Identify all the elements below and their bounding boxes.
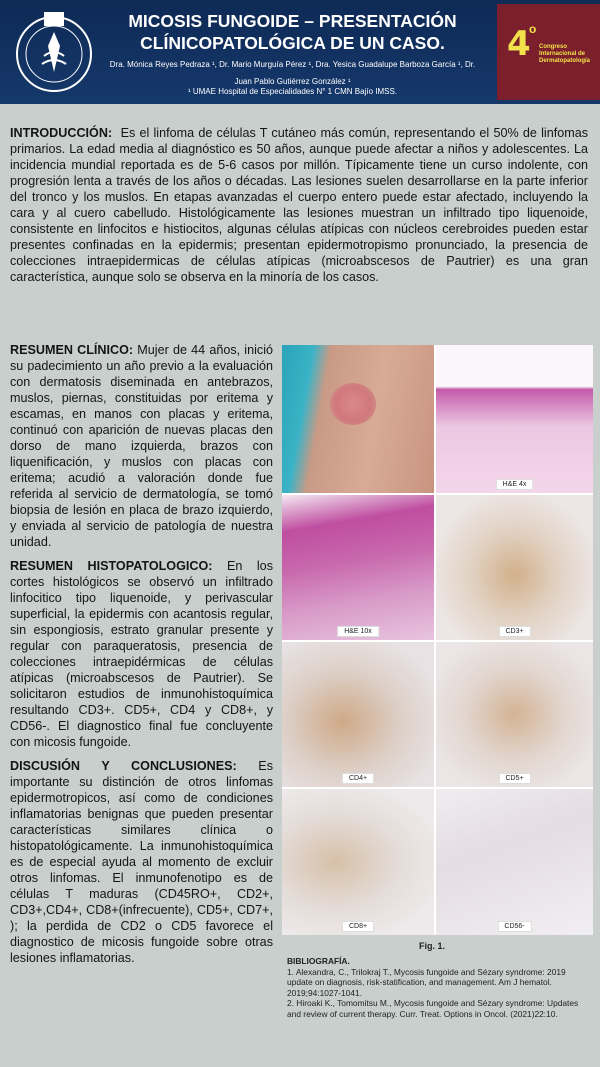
clinical-photo — [282, 345, 434, 493]
poster-title-line2: CLÍNICOPATOLÓGICA DE UN CASO. — [140, 33, 445, 53]
caption-cd4: CD4+ — [342, 773, 374, 784]
bibliography-section — [287, 956, 592, 1019]
intro-text: Es el linfoma de células T cutáneo más común, representando el 50% de linfomas primarios. La edad media al diagnóstico es 50 años, aunque puede afectar a niños y adolescentes. La incidencia mundial reportada es de 5-6 casos por millón. Típicamente tiene un curso indolente, con progresión lenta a través de los años o décadas. Las lesiones suelen desarrollarse en la parte inferior del tronco y los muslos. En etapas avanzadas el cuerpo entero puede estar afectado, incluyendo la cara y al cuero cabelludo. Histológicamente las lesiones muestran un infiltrado tipo liquenoide, consistente en linfocitos e histiocitos, algunas células atípicas con núcleos cerebroides pueden estar presentes confinadas en la epidermis; presentan epidermotropismo pronunciado, la presencia de colecciones intraepidermicas de células atípicas (microabscesos de Pautrier) es una gran característica, aunque solo se observa en la minoría de los casos. — [10, 126, 588, 284]
caption-he-4x: H&E 4x — [496, 479, 534, 490]
resumen-heading: RESUMEN CLÍNICO: — [10, 343, 134, 357]
figure-label: Fig. 1. — [419, 941, 446, 951]
congress-number-sup: o — [529, 22, 537, 36]
he-4x-image — [436, 345, 593, 493]
cd8-image — [282, 789, 434, 935]
caption-cd5: CD5+ — [498, 773, 530, 784]
left-column — [10, 342, 273, 974]
affiliation: ¹ UMAE Hospital de Especialidades N° 1 CMN Bajío IMSS. — [187, 87, 398, 96]
resumen-histopatologico-section — [10, 558, 273, 750]
poster-header — [0, 0, 600, 104]
lesion-plaque — [330, 383, 376, 425]
resumen-text: Mujer de 44 años, inició su padecimiento un año previo a la evaluación con dermatosis diseminada en antebrazos, muslos, piernas, constituidas por eritema y escamas, en manos con placas y eritema, continuó con aparición de nuevas placas den dorso de mano izquierda, brazos con liquenificación, y muslos con placas con eritema; acudió a valoración donde fue referida al servicio de dermatología, se tomó biopsia de lesión en placa de brazo izquierdo, y enviada al servicio de patología de nuestra unidad. — [10, 343, 273, 549]
resumen-clinico-section — [10, 342, 273, 550]
congress-logo — [497, 4, 600, 100]
discusion-section — [10, 758, 273, 966]
caption-cd3: CD3+ — [498, 626, 530, 637]
cd56-image — [436, 789, 593, 935]
figure-panel — [282, 345, 593, 935]
intro-heading: INTRODUCCIÓN: — [10, 126, 113, 140]
caption-cd8: CD8+ — [342, 921, 374, 932]
discusion-text: Es importante su distinción de otros linfomas epidermotropicos, así como de condiciones inflamatorias benignas que pueden presentar características similares clínica o histopatológicamente. La inmunohistoquímica es de especial ayuda al momento de excluir otros linfomas. El inmunofenotipo es de células T maduras (CD45RO+, CD2+, CD3+,CD4+, CD8+(infrecuente), CD5+, CD7+, ); la perdida de CD2 o CD5 favorece el diagnostico de micosis fungoide sobre otras lesiones inflamatorias. — [10, 759, 273, 965]
congress-text: Congreso Internacional de Dermatopatología — [539, 44, 591, 64]
introduction-section — [10, 125, 588, 285]
reference-2: 2. Hiroaki K., Tomomitsu M., Mycosis fungoide and Sézary syndrome: Updates and review of current therapy. Curr. Treat. Options in Oncol. (2021)22:10. — [287, 998, 579, 1019]
bibliography-heading: BIBLIOGRAFÍA. — [287, 956, 350, 966]
reference-1: 1. Alexandra, C., Trilokraj T., Mycosis fungoide and Sézary syndrome: 2019 update on diagnosis, risk-statification, and management. Am J hematol. 2019;94:1027-1041. — [287, 966, 566, 998]
poster-title-line1: MICOSIS FUNGOIDE – PRESENTACIÓN — [128, 11, 457, 31]
histo-heading: RESUMEN HISTOPATOLOGICO: — [10, 559, 213, 573]
discusion-heading: DISCUSIÓN Y CONCLUSIONES: — [10, 759, 237, 773]
cd4-image — [282, 642, 434, 787]
university-seal-icon — [14, 6, 94, 96]
caption-cd56: CD56- — [497, 921, 531, 932]
he-10x-image — [282, 495, 434, 640]
cd3-image — [436, 495, 593, 640]
caption-he-10x: H&E 10x — [337, 626, 379, 637]
authors-line2: Juan Pablo Gutiérrez González ¹ — [234, 76, 351, 86]
histo-text: En los cortes histológicos se observó un infiltrado linfocitico tipo liquenoide, y perivascular superficial, la epidermis con acantosis regular, sin espongiosis, estrato granular presente y regular con paraqueratosis, presencia de colecciones intraepidérmicas de células atípicas (microabscesos de Pautrier). Se solicitaron estudios de inmunohistoquímica resultando CD3+. CD5+, CD4 y CD8+, y CD56-. El diagnostico final fue concluyente con micosis fungoide. — [10, 559, 273, 749]
cd5-image — [436, 642, 593, 787]
congress-number: 4 — [507, 24, 531, 64]
authors-line1: Dra. Mónica Reyes Pedraza ¹, Dr. Mario Murguía Pérez ¹, Dra. Yesica Guadalupe Barboza García ¹, Dr. — [109, 60, 476, 69]
title-block — [95, 10, 490, 98]
